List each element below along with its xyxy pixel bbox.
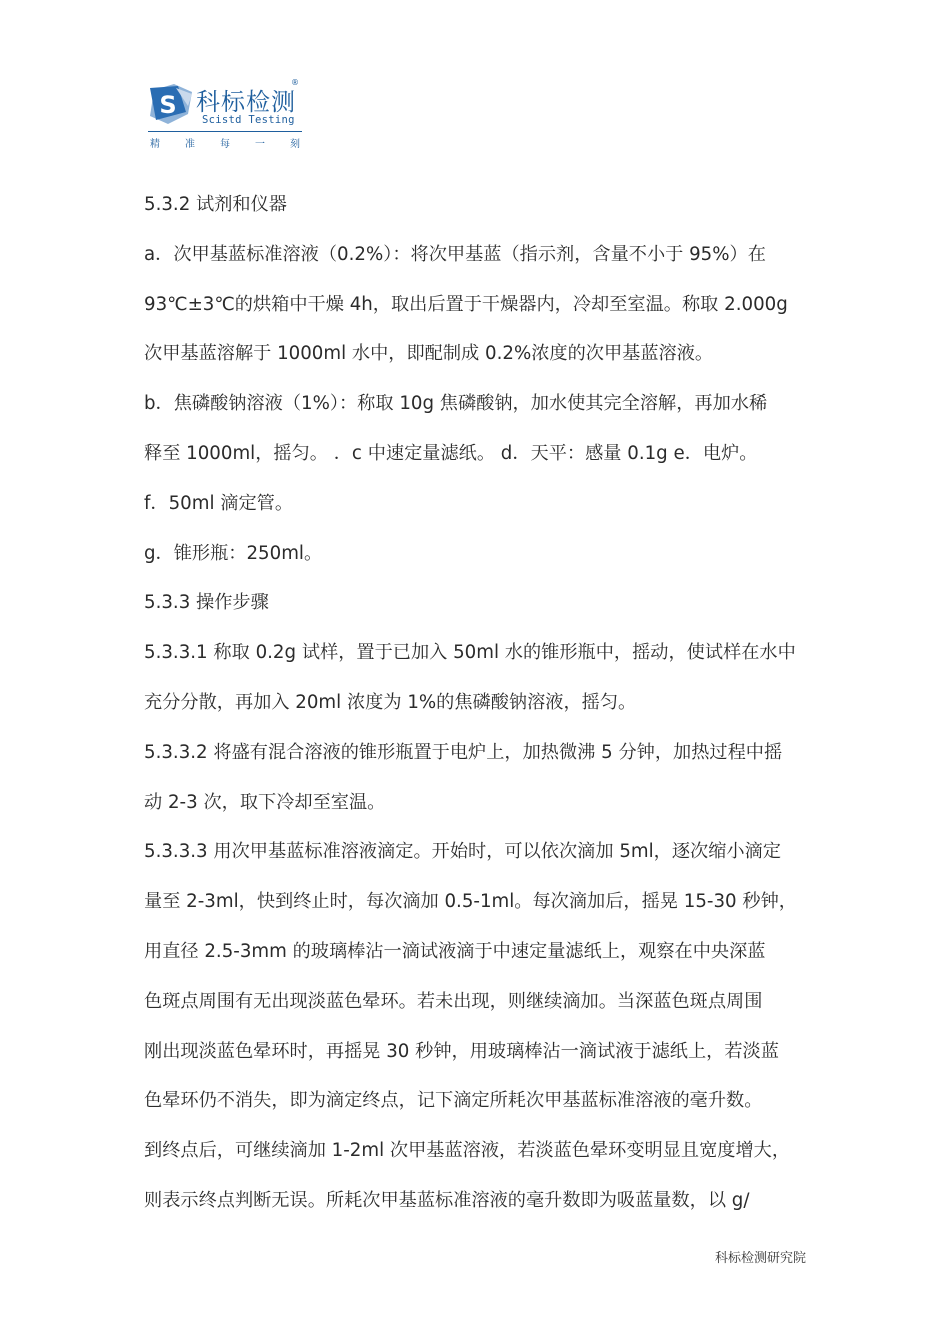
registered-mark: ®: [291, 78, 299, 87]
paragraph-line: b．焦磷酸钠溶液（1%）：称取 10g 焦磷酸钠，加水使其完全溶解，再加水稀: [144, 393, 768, 415]
section-heading: 5.3.3 操作步骤: [144, 592, 269, 614]
paragraph-line: 次甲基蓝溶解于 1000ml 水中，即配制成 0.2%浓度的次甲基蓝溶液。: [144, 343, 714, 365]
page-footer: 科标检测研究院: [714, 1251, 806, 1266]
slogan-char: 每: [220, 139, 230, 150]
document-body: [144, 180, 814, 1226]
paragraph-line: 色斑点周围有无出现淡蓝色晕环。若未出现，则继续滴加。当深蓝色斑点周围: [144, 990, 763, 1012]
paragraph-line: 到终点后，可继续滴加 1-2ml 次甲基蓝溶液，若淡蓝色晕环变明显且宽度增大，: [144, 1140, 791, 1162]
logo-divider: [148, 131, 302, 132]
paragraph-line: f．50ml 滴定管。: [144, 492, 294, 514]
logo-name-cn: 科标检测: [196, 88, 296, 116]
paragraph-line: 用直径 2.5-3mm 的玻璃棒沾一滴试液滴于中速定量滤纸上，观察在中央深蓝: [144, 940, 766, 962]
paragraph-line: 93℃±3℃的烘箱中干燥 4h，取出后置于干燥器内，冷却至室温。称取 2.000g: [144, 293, 788, 315]
paragraph-line: 释至 1000ml，摇匀。 ．c 中速定量滤纸。 d．天平：感量 0.1g e．电炉。: [144, 442, 758, 464]
slogan-char: 一: [255, 139, 265, 150]
paragraph-line: 色晕环仍不消失，即为滴定终点，记下滴定所耗次甲基蓝标准溶液的毫升数。: [144, 1090, 763, 1112]
logo-name-en: Scistd Testing: [202, 114, 295, 126]
slogan-char: 精: [150, 139, 160, 150]
paragraph-line: 量至 2-3ml，快到终止时，每次滴加 0.5-1ml。每次滴加后，摇晃 15-30 秒钟，: [144, 891, 797, 913]
company-logo: [148, 80, 308, 152]
paragraph-line: 刚出现淡蓝色晕环时，再摇晃 30 秒钟，用玻璃棒沾一滴试液于滤纸上，若淡蓝: [144, 1040, 779, 1062]
slogan-char: 刻: [290, 139, 300, 150]
section-heading: 5.3.2 试剂和仪器: [144, 194, 287, 215]
slogan-char: 准: [185, 139, 195, 150]
paragraph-line: 充分分散，再加入 20ml 浓度为 1%的焦磷酸钠溶液，摇匀。: [144, 691, 637, 713]
paragraph-line: 5.3.3.2 将盛有混合溶液的锥形瓶置于电炉上，加热微沸 5 分钟，加热过程中摇: [144, 741, 783, 763]
logo-s-emblem-icon: [148, 84, 192, 124]
logo-mark-letter: S: [159, 91, 177, 119]
paragraph-line: 则表示终点判断无误。所耗次甲基蓝标准溶液的毫升数即为吸蓝量数，以 g/: [144, 1189, 750, 1211]
paragraph-line: a．次甲基蓝标准溶液（0.2%）：将次甲基蓝（指示剂，含量不小于 95%）在: [144, 243, 766, 265]
paragraph-line: 动 2-3 次，取下冷却至室温。: [144, 791, 386, 813]
paragraph-line: 5.3.3.3 用次甲基蓝标准溶液滴定。开始时，可以依次滴加 5ml，逐次缩小滴定: [144, 841, 781, 863]
logo-slogan: [148, 135, 302, 150]
paragraph-line: 5.3.3.1 称取 0.2g 试样，置于已加入 50ml 水的锥形瓶中，摇动，使试样在水中: [144, 642, 796, 664]
paragraph-line: g．锥形瓶：250ml。: [144, 542, 323, 564]
